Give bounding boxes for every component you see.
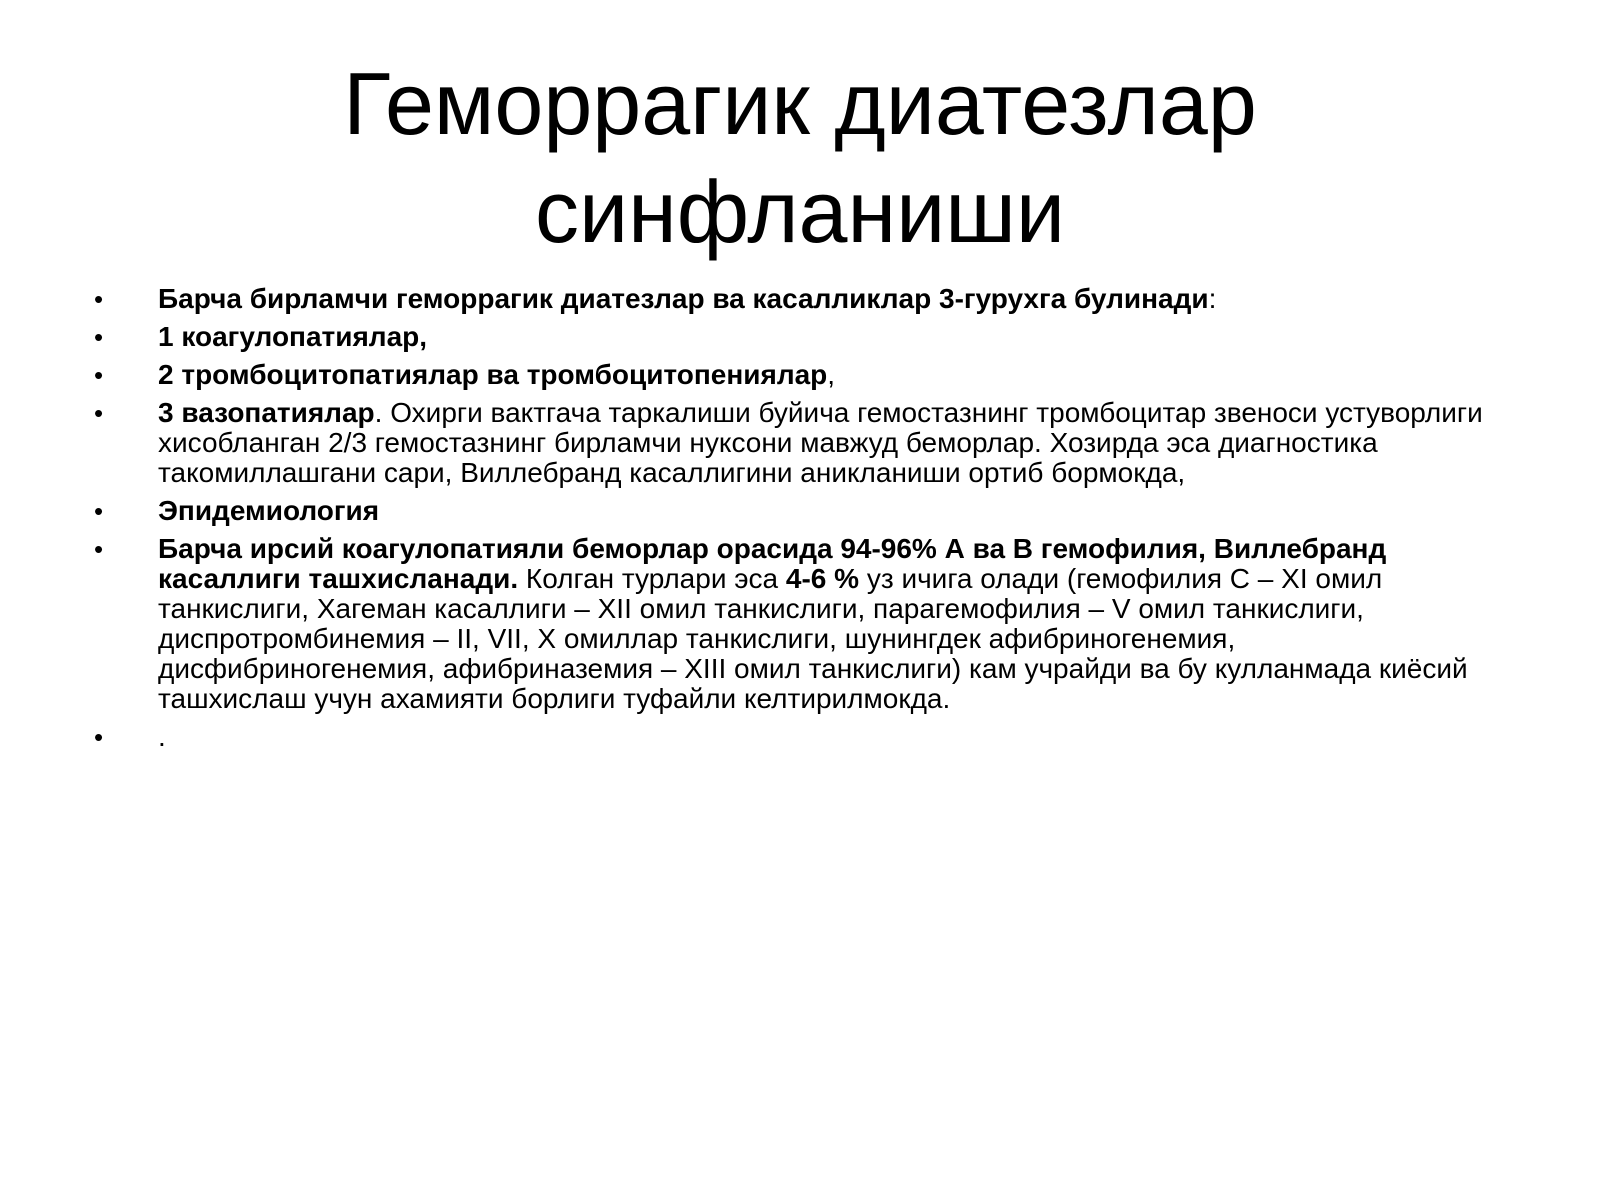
bullet-text: : — [1208, 283, 1217, 314]
bullet-bold-percent: 4-6 % — [785, 563, 860, 594]
bullet-dot-icon: • — [94, 722, 104, 752]
bullet-dot-icon: • — [94, 398, 104, 428]
bullet-text: . — [158, 721, 166, 752]
bullet-bold-text: Барча ирсий коагулопатияли беморлар орасида 94-96% А ва В гемофилия, Виллебранд касаллиги ташхисланади. — [158, 533, 1387, 594]
bullet-item-hereditary-coagulopathies — [94, 534, 1514, 714]
bullet-list — [94, 284, 1514, 760]
bullet-item-vasopathies — [94, 398, 1514, 488]
bullet-text: , — [827, 359, 836, 390]
bullet-item-empty — [94, 722, 1514, 752]
bullet-text-continued: уз ичига олади (гемофилия С – XI омил танкислиги, Хагеман касаллиги – XII омил танкислиги, парагемофилия – V омил танкислиги, диспротромбинемия – II, VII, X омиллар танкислиги, шунингдек афибриногенемия, дисфибриногенемия, афибриназемия – XIII омил танкислиги) кам учрайди ва бу кулланмада киёсий ташхислаш учун ахамияти борлиги туфайли келтирилмокда. — [158, 563, 1468, 714]
bullet-bold-text: 3 вазопатиялар — [158, 397, 375, 428]
bullet-text: Колган турлари эса — [518, 563, 786, 594]
bullet-item-thrombocytopathies — [94, 360, 1514, 390]
bullet-dot-icon: • — [94, 322, 104, 352]
bullet-item-groups — [94, 284, 1514, 314]
slide-title-line-2: синфланиши — [534, 162, 1066, 261]
bullet-bold-text: Барча бирламчи геморрагик диатезлар ва касалликлар 3-гурухга булинади — [158, 283, 1209, 314]
slide-title-line-1: Геморрагик диатезлар — [343, 54, 1257, 153]
bullet-bold-text: 1 коагулопатиялар, — [158, 321, 428, 352]
bullet-item-epidemiology — [94, 496, 1514, 526]
bullet-text: . Охирги вактгача таркалиши буйича гемостазнинг тромбоцитар звеноси устуворлиги хисобланган 2/3 гемостазнинг бирламчи нуксони мавжуд беморлар. Хозирда эса диагностика такомиллашгани сари, Виллебранд касаллигини аникланиши ортиб бормокда, — [158, 397, 1483, 488]
bullet-dot-icon: • — [94, 496, 104, 526]
slide-title — [200, 50, 1400, 266]
bullet-dot-icon: • — [94, 360, 104, 390]
bullet-dot-icon: • — [94, 534, 104, 564]
bullet-bold-text: 2 тромбоцитопатиялар ва тромбоцитопениялар — [158, 359, 828, 390]
bullet-item-coagulopathies — [94, 322, 1514, 352]
bullet-bold-text: Эпидемиология — [158, 495, 380, 526]
bullet-dot-icon: • — [94, 284, 104, 314]
